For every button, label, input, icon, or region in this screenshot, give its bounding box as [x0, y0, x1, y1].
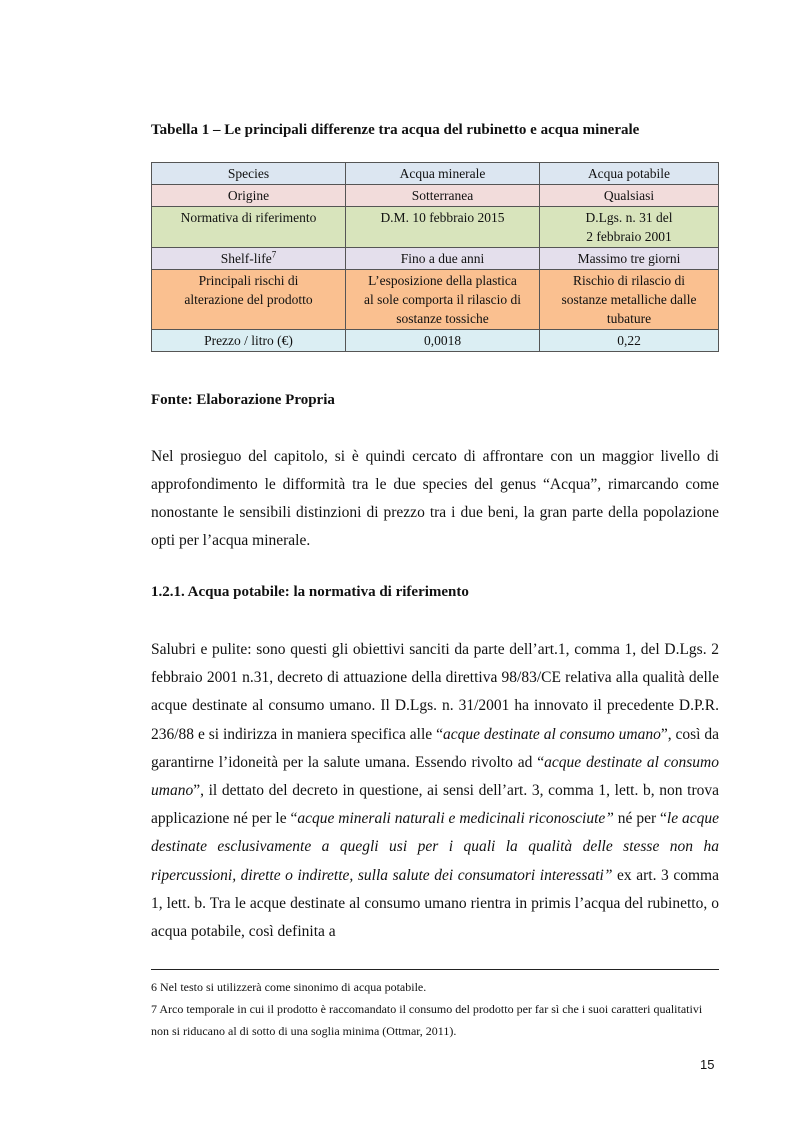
text-run: né per “ — [613, 810, 667, 828]
table-caption: Tabella 1 – Le principali differenze tra acqua del rubinetto e acqua minerale — [151, 122, 640, 138]
table-cell: 0,0018 — [346, 330, 540, 352]
table-cell: Species — [152, 163, 346, 185]
table-cell: Origine — [152, 185, 346, 207]
footnote: 6 Nel testo si utilizzerà come sinonimo di acqua potabile. — [151, 980, 427, 994]
table-row — [152, 330, 719, 352]
footnote-divider — [151, 969, 719, 970]
table-row — [152, 185, 719, 207]
comparison-table — [151, 162, 719, 352]
table-cell: L’esposizione della plastica al sole comporta il rilascio di sostanze tossiche — [346, 270, 540, 330]
text-run: Salubri e pulite: sono questi gli obiettivi sanciti da parte dell’art.1, comma 1, del D.Lgs. 2 febbraio 2001 n.31, decreto di attuazione della direttiva 98/83/CE relativa alla qualità delle acque destinate al consumo umano. Il D.Lgs. n. 31/2001 ha innovato il precedente D.P.R. 236/88 e si indirizza in maniera specifica alle “ — [151, 641, 719, 743]
table-row — [152, 270, 719, 330]
body-paragraph — [151, 636, 719, 946]
text-run: ”, così da garantirne l’idoneità per la salute umana. Essendo rivolto ad “ — [151, 725, 719, 771]
table-cell: Rischio di rilascio di sostanze metalliche dalle tubature — [540, 270, 719, 330]
table-cell: Acqua minerale — [346, 163, 540, 185]
italic-quote: acque destinate al consumo umano — [151, 753, 719, 800]
table-cell: D.Lgs. n. 31 del 2 febbraio 2001 — [540, 207, 719, 248]
body-paragraph: Nel prosieguo del capitolo, si è quindi cercato di affrontare con un maggior livello di approfondimento le difformità tra le due species del genus “Acqua”, rimarcando come nonostante le sensibili distinzioni di prezzo tra i due beni, la gran parte della popolazione opti per l’acqua minerale. — [151, 448, 719, 549]
page-number: 15 — [700, 1057, 715, 1072]
table-cell: Sotterranea — [346, 185, 540, 207]
italic-quote: le acque destinate esclusivamente a quegli usi per i quali la qualità delle stesse non ha ripercussioni, dirette o indirette, sulla salute dei consumatori interessati” — [151, 810, 719, 884]
table-cell: 0,22 — [540, 330, 719, 352]
table-cell: Principali rischi di alterazione del prodotto — [152, 270, 346, 330]
table-cell: Normativa di riferimento — [152, 207, 346, 248]
table-cell: D.M. 10 febbraio 2015 — [346, 207, 540, 248]
section-heading: 1.2.1. Acqua potabile: la normativa di riferimento — [151, 584, 469, 600]
italic-quote: acque minerali naturali e medicinali riconosciute” — [297, 810, 614, 828]
table-cell: Fino a due anni — [346, 248, 540, 270]
text-run: ”, il dettato del decreto in questione, ai sensi dell’art. 3, comma 1, lett. b, non trova applicazione né per le “ — [151, 782, 719, 828]
table-cell: Qualsiasi — [540, 185, 719, 207]
table-cell: Massimo tre giorni — [540, 248, 719, 270]
table-row — [152, 207, 719, 248]
table-cell — [152, 248, 346, 270]
shelf-life-label: Shelf-life — [220, 251, 272, 266]
table-row — [152, 163, 719, 185]
table-row — [152, 248, 719, 270]
footnote: 7 Arco temporale in cui il prodotto è raccomandato il consumo del prodotto per far sì che i suoi caratteri qualitativi non si riducano al di sotto di una soglia minima (Ottmar, 2011). — [151, 1002, 703, 1038]
table-source: Fonte: Elaborazione Propria — [151, 392, 335, 408]
table-cell: Acqua potabile — [540, 163, 719, 185]
text-run: ex art. 3 comma 1, lett. b. Tra le acque destinate al consumo umano rientra in primis l’acqua del rubinetto, o acqua potabile, così definita a — [151, 866, 719, 941]
footnote-ref: 7 — [271, 249, 277, 260]
italic-quote: acque destinate al consumo umano — [442, 725, 661, 743]
table-cell: Prezzo / litro (€) — [152, 330, 346, 352]
